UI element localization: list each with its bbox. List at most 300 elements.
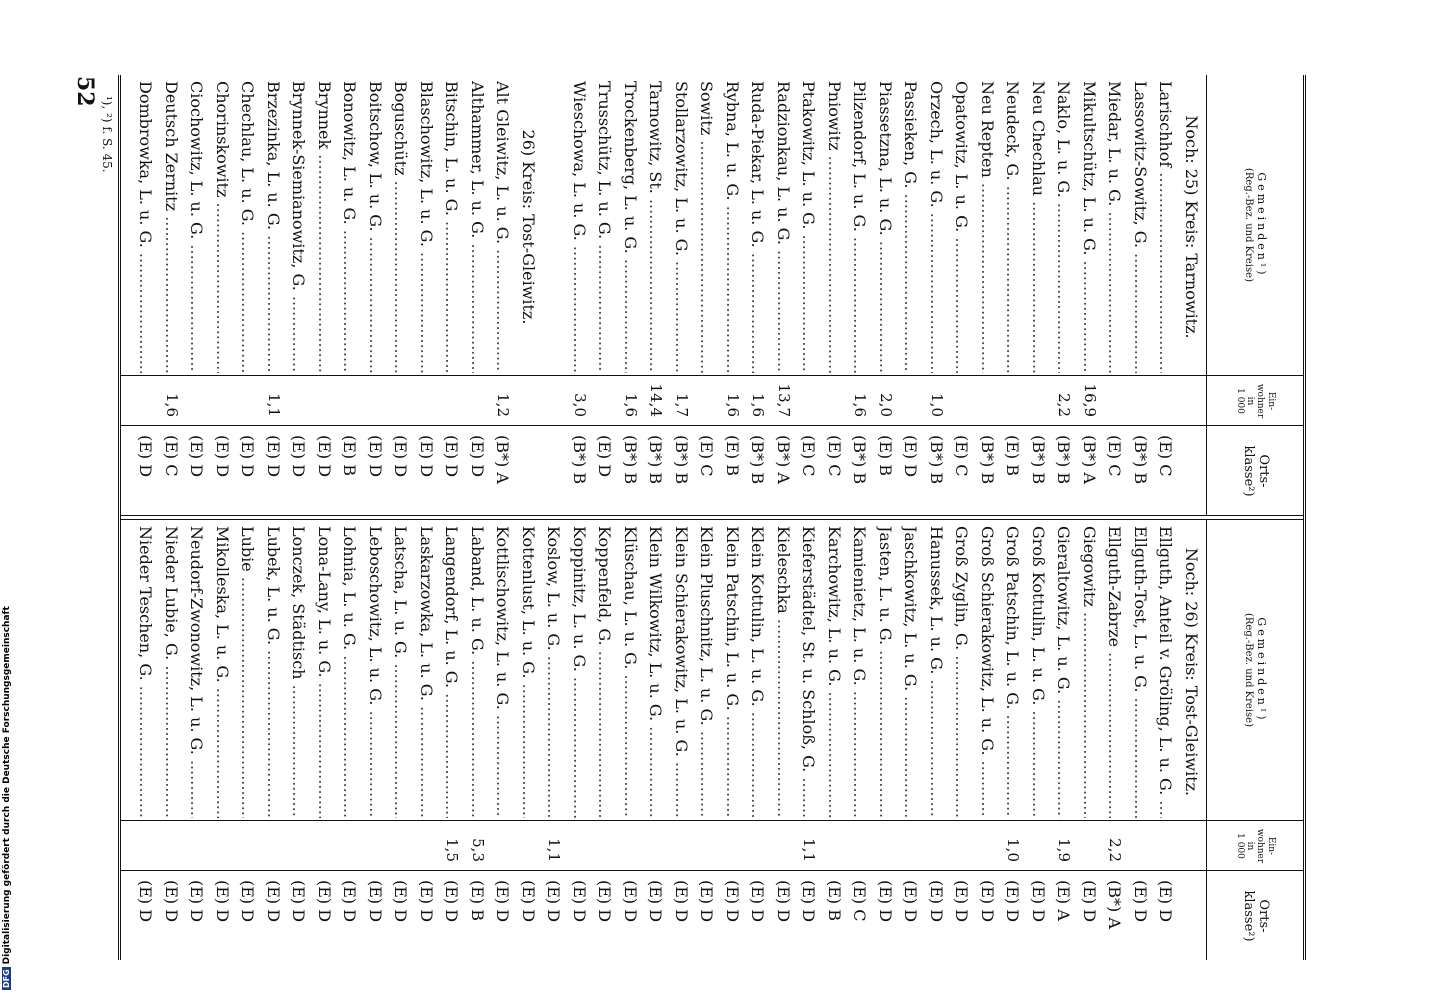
table-row (975, 75, 1000, 515)
population-value (1103, 375, 1128, 425)
table-row (567, 75, 592, 515)
table-row (414, 520, 439, 960)
municipality-name: Klüschau, L. u. G. ..... (618, 526, 643, 818)
population-value (1154, 820, 1179, 870)
table-row (1052, 520, 1077, 960)
population-value (1128, 375, 1153, 425)
population-value: 1,1 (265, 393, 283, 417)
municipality-name: Leboschowitz, L. u. G. ..... (363, 526, 388, 818)
table-row (720, 75, 745, 515)
municipality-name: Groß Zyglin, G. ..... (950, 526, 975, 818)
municipality-name: Latscha, L. u. G. ..... (389, 526, 414, 818)
population-value (822, 820, 847, 870)
header-class-line: klasse²) (1241, 445, 1256, 497)
table-row (414, 75, 439, 515)
municipality-name: Piassetzna, L. u. G. ..... (873, 81, 898, 373)
municipality-name: Groß Patschin, L. u. G. ..... (1001, 526, 1026, 818)
table-row (516, 520, 541, 960)
municipality-name: Lubie ..... (236, 526, 261, 818)
population-value: 1,6 (749, 393, 768, 417)
class-value: (E) D (417, 880, 436, 923)
municipality-name: Kieleschka ..... (771, 526, 796, 818)
header-name-title: Gemeinden¹) (1255, 617, 1269, 723)
class-value: (E) D (927, 880, 946, 923)
table-row (618, 520, 643, 960)
municipality-name: Ruda-Piekar, L. u. G. ..... (746, 81, 771, 373)
municipality-name: Orzech, L. u. G. ..... (924, 81, 949, 373)
population-value: 1,6 (622, 393, 640, 417)
class-value: (E) B (1003, 435, 1023, 477)
population-value (695, 820, 720, 870)
population-value (1026, 375, 1051, 425)
population-value (287, 820, 312, 870)
table-row (822, 75, 847, 515)
header-pop-line: wohner (1255, 383, 1266, 419)
class-value: (E) B (723, 435, 742, 477)
population-value (389, 820, 414, 870)
population-value: 14,4 (647, 383, 666, 417)
municipality-name: Neu Repten ..... (975, 81, 1000, 373)
municipality-name: Bonowitz, L. u. G. ..... (338, 81, 363, 373)
header-pop-line: in (1245, 841, 1255, 851)
table-row (746, 75, 771, 515)
class-value: (E) B (340, 435, 360, 477)
population-value (771, 820, 796, 870)
class-value: (E) D (697, 880, 717, 923)
population-value (414, 375, 439, 425)
table-row (185, 520, 210, 960)
class-value: (E) D (1156, 880, 1176, 923)
municipality-name: Hanussek, L. u. G. ..... (924, 526, 949, 818)
table-row (159, 75, 184, 515)
class-value: (E) D (136, 880, 156, 923)
class-value: (E) D (442, 435, 462, 478)
class-value: (E) D (315, 880, 334, 923)
municipality-name: Kamienietz, L. u. G. ..... (848, 526, 873, 818)
population-value: 1,7 (673, 393, 691, 417)
table-row (1026, 520, 1051, 960)
section-heading-row (1179, 75, 1204, 515)
class-value: (B*) B (1029, 435, 1048, 485)
population-value (1001, 375, 1026, 425)
municipality-name: Kottenlust, L. u. G. ..... (516, 526, 541, 818)
class-value: (E) C (799, 435, 819, 477)
population-value: 1,5 (443, 838, 462, 862)
header-pop (1207, 375, 1303, 426)
class-value: (E) D (264, 435, 283, 478)
municipality-name: Boguschütz ..... (389, 81, 414, 373)
class-value: (E) C (162, 435, 181, 477)
population-value (236, 375, 261, 425)
population-value (618, 820, 643, 870)
municipality-name: Ptakowitz, L. u. G. ..... (797, 81, 822, 373)
class-value: (E) D (901, 880, 921, 923)
table-row (950, 75, 975, 515)
population-value: 3,0 (571, 393, 589, 417)
municipality-name: Groß Kottulin, L. u. G. ..... (1026, 526, 1051, 818)
class-value: (B*) A (1080, 435, 1099, 484)
municipality-name: Groß Schierakowitz, L. u. G. ..... (975, 526, 1000, 818)
section-heading-row (516, 75, 541, 515)
population-value (261, 820, 286, 870)
table-row (924, 520, 949, 960)
municipality-name: Gieraltowitz, L. u. G. ..... (1052, 526, 1077, 818)
table-row (491, 75, 516, 515)
table-row (185, 75, 210, 515)
table-row (210, 520, 235, 960)
class-value: (E) D (238, 435, 258, 478)
municipality-name: Giegowitz ..... (1077, 526, 1102, 818)
municipality-name: Passieken, G. ..... (899, 81, 924, 373)
table-row (644, 75, 669, 515)
municipality-name: Koppinitz, L. u. G. ..... (567, 526, 592, 818)
page-number: 52 (72, 76, 98, 107)
table-row (848, 75, 873, 515)
class-value: (E) D (366, 435, 385, 478)
table-row (771, 75, 796, 515)
dfg-logo: DFG (2, 969, 11, 988)
table-row (312, 75, 337, 515)
municipality-name: Naklo, L. u. G. ..... (1052, 81, 1077, 373)
table-row (720, 520, 745, 960)
table-row (542, 520, 567, 960)
municipality-name: Deutsch Zernitz ..... (159, 81, 184, 373)
municipality-name: Koslow, L. u. G. ..... (542, 526, 567, 818)
table-row (1128, 75, 1153, 515)
municipality-name: Opatowitz, L. u. G. ..... (950, 81, 975, 373)
table-row (338, 520, 363, 960)
municipality-name: Mikolleska, L. u. G. ..... (210, 526, 235, 818)
population-value (185, 375, 210, 425)
header-class (1207, 870, 1303, 961)
population-value (134, 820, 159, 870)
table-row (236, 520, 261, 960)
header-class-line: Orts- (1255, 454, 1271, 488)
table-row (899, 520, 924, 960)
municipality-name: Klein Schierakowitz, L. u. G. ..... (669, 526, 694, 818)
table-row (287, 75, 312, 515)
municipality-name: Nieder Lubie, G. ..... (159, 526, 184, 818)
table-row (567, 520, 592, 960)
population-value: 5,3 (469, 838, 487, 862)
municipality-name: Lohnia, L. u. G. ..... (338, 526, 363, 818)
population-value (873, 820, 898, 870)
population-value (312, 820, 337, 870)
population-value (975, 820, 1000, 870)
population-value (593, 820, 618, 870)
class-value: (E) A (1054, 880, 1074, 921)
class-value: (E) D (978, 880, 997, 923)
header-class-line: Orts- (1255, 899, 1271, 933)
table-row (644, 520, 669, 960)
table-row (312, 520, 337, 960)
population-value (363, 820, 388, 870)
population-value: 13,7 (775, 383, 793, 417)
municipality-name: Ellguth-Zabrze ..... (1103, 526, 1128, 818)
table-row (287, 520, 312, 960)
class-value: (E) D (213, 435, 232, 478)
municipality-name: Trockenberg, L. u. G. ..... (618, 81, 643, 373)
municipality-name: Jaschkowitz, L. u. G. ..... (899, 526, 924, 818)
population-value (185, 820, 210, 870)
municipality-name: Blaschowitz, L. u. G. ..... (414, 81, 439, 373)
class-value: (B*) B (570, 435, 589, 485)
table-row (465, 520, 490, 960)
municipality-name: Klein Wilkowitz, L. u. G. ..... (644, 526, 669, 818)
table-row (1154, 75, 1179, 515)
right-table-half (121, 520, 1303, 960)
class-value: (E) C (1156, 435, 1176, 477)
municipality-name: Chechlau, L. u. G. ..... (236, 81, 261, 373)
population-value (695, 375, 720, 425)
municipality-name: Neudeck, G. ..... (1001, 81, 1026, 373)
municipality-name: Neudorf-Zwonowitz, L. u. G. ..... (185, 526, 210, 818)
header-pop-line: Ein- (1265, 836, 1276, 856)
class-value: (E) D (391, 435, 411, 478)
stamp-text: Digitalisierung gefördert durch die Deutsche Forschungsgemeinschaft (2, 606, 12, 965)
header-name-sub: (Reg.-Bez. und Kreise) (1243, 613, 1255, 727)
population-value: 1,1 (800, 838, 819, 862)
class-value: (E) D (544, 880, 564, 923)
left-table-half (121, 75, 1303, 515)
population-value (440, 375, 465, 425)
class-value: (E) D (621, 880, 640, 923)
blank-row (542, 75, 567, 515)
table-row (797, 520, 822, 960)
class-value: (E) D (442, 880, 462, 923)
table-row (593, 75, 618, 515)
class-value: (B*) B (927, 435, 946, 485)
class-value: (E) D (417, 435, 436, 478)
municipality-name: Boitschow, L. u. G. ..... (363, 81, 388, 373)
header-name (1207, 520, 1303, 820)
municipality-name: Kottlischowitz, L. u. G. ..... (491, 526, 516, 818)
class-value: (B*) B (646, 435, 666, 485)
table-row (746, 520, 771, 960)
class-value: (E) C (1105, 435, 1125, 477)
table-row (797, 75, 822, 515)
municipality-name: Pilzendorf, L. u. G. ..... (848, 81, 873, 373)
table-row (440, 75, 465, 515)
municipality-name: Rybna, L. u. G. ..... (720, 81, 745, 373)
population-value (567, 820, 592, 870)
municipality-name: Pniowitz ..... (822, 81, 847, 373)
population-value (924, 820, 949, 870)
table-row (1077, 520, 1102, 960)
class-value: (E) D (162, 880, 181, 923)
table-row (848, 520, 873, 960)
class-value: (E) C (850, 880, 870, 922)
table-row (1103, 75, 1128, 515)
table-row (440, 520, 465, 960)
footnote: ¹), ²) f. S. 45. (100, 96, 114, 173)
table-row (1001, 75, 1026, 515)
municipality-name: Larischhof ..... (1154, 81, 1179, 373)
class-value: (B*) A (1105, 880, 1125, 929)
class-value: (B*) B (672, 435, 691, 485)
municipality-name: Chorinskowitz ..... (210, 81, 235, 373)
table-row (669, 75, 694, 515)
table-row (210, 75, 235, 515)
header-pop-line: Ein- (1265, 391, 1276, 411)
table-row (363, 520, 388, 960)
municipality-name: Tarnowitz, St. ..... (644, 81, 669, 373)
table-row (363, 75, 388, 515)
class-value: (E) C (825, 435, 844, 477)
class-value: (B*) B (748, 435, 768, 485)
header-pop-line: 1 000 (1234, 388, 1245, 414)
table-row (1001, 520, 1026, 960)
municipality-table (118, 75, 1306, 960)
municipality-name: Brynnek ..... (312, 81, 337, 373)
population-value: 1,0 (1004, 838, 1023, 862)
class-value: (E) B (825, 880, 844, 922)
municipality-name: Ellguth-Tost, L. u. G. ..... (1128, 526, 1153, 818)
population-value (1077, 820, 1102, 870)
municipality-name: Klein Patschin, L. u. G. ..... (720, 526, 745, 818)
section-heading: 26) Kreis: Tost-Gleiwitz. (519, 129, 538, 325)
population-value (1128, 820, 1153, 870)
municipality-name: Neu Chechlau ..... (1026, 81, 1051, 373)
population-value (389, 375, 414, 425)
population-value (159, 820, 184, 870)
class-value: (E) D (901, 435, 921, 478)
class-value: (B*) B (850, 435, 870, 485)
class-value: (E) D (672, 880, 691, 923)
municipality-name: Bitschin, L. u. G. ..... (440, 81, 465, 373)
class-value: (B*) B (1131, 435, 1150, 485)
population-value: 1,6 (163, 393, 181, 417)
table-row (975, 520, 1000, 960)
table-row (873, 520, 898, 960)
population-value (950, 375, 975, 425)
table-row (1128, 520, 1153, 960)
population-value: 2,2 (1106, 838, 1125, 862)
table-row (618, 75, 643, 515)
population-value (465, 375, 490, 425)
table-row (822, 520, 847, 960)
municipality-name: Klein Pluschnitz, L. u. G. ..... (695, 526, 720, 818)
municipality-name: Langendorf, L. u. G. ..... (440, 526, 465, 818)
class-value: (E) D (1003, 880, 1023, 923)
municipality-name: Brynnek-Siemianowitz, G. ..... (287, 81, 312, 373)
class-value: (E) D (391, 880, 411, 923)
population-value: 1,0 (928, 393, 946, 417)
population-value (848, 820, 873, 870)
municipality-name: Dombrowka, L. u. G. ..... (134, 81, 159, 373)
population-value: 16,9 (1081, 383, 1099, 417)
table-row (261, 520, 286, 960)
header-class-line: klasse²) (1241, 890, 1256, 942)
municipality-name: Alt Gleiwitz, L. u. G. ..... (491, 81, 516, 373)
population-value (236, 820, 261, 870)
left-header-row (1206, 75, 1303, 515)
table-row (695, 75, 720, 515)
population-value: 2,0 (877, 393, 895, 417)
section-heading: Noch: 26) Kreis: Tost-Gleiwitz. (1182, 547, 1201, 797)
population-value: 1,9 (1055, 838, 1074, 862)
table-row (1026, 75, 1051, 515)
population-value (822, 375, 847, 425)
class-value: (E) D (519, 880, 538, 923)
population-value (312, 375, 337, 425)
class-value: (E) D (595, 880, 615, 923)
population-value (210, 820, 235, 870)
table-row (261, 75, 286, 515)
population-value: 1,6 (724, 393, 742, 417)
class-value: (E) D (238, 880, 258, 923)
municipality-name: Stollarzowitz, L. u. G. ..... (669, 81, 694, 373)
population-value: 1,6 (851, 393, 870, 417)
side-stamp (2, 0, 14, 1000)
class-value: (E) D (952, 880, 972, 923)
class-value: (E) D (289, 435, 309, 478)
header-name (1207, 75, 1303, 375)
table-row (1052, 75, 1077, 515)
table-row (134, 520, 159, 960)
municipality-name: Althammer, L. u. G. ..... (465, 81, 490, 373)
table-row (695, 520, 720, 960)
population-value (975, 375, 1000, 425)
header-class (1207, 425, 1303, 516)
population-value: 1,2 (494, 393, 513, 417)
population-value (516, 820, 541, 870)
population-value (644, 820, 669, 870)
class-value: (E) C (697, 435, 717, 477)
population-value (899, 820, 924, 870)
municipality-name: Lassowitz-Sowitz, G. ..... (1128, 81, 1153, 373)
class-value: (E) D (136, 435, 156, 478)
class-value: (E) D (723, 880, 742, 923)
municipality-name: Laband, L. u. G. ..... (465, 526, 490, 818)
population-value (363, 375, 388, 425)
municipality-name: Sowitz ..... (695, 81, 720, 373)
table-row (873, 75, 898, 515)
table-row (771, 520, 796, 960)
population-value (491, 820, 516, 870)
class-value: (E) D (1080, 880, 1099, 923)
municipality-name: Wieschowa, L. u. G. ..... (567, 81, 592, 373)
municipality-name: Brzezinka, L. u. G. ..... (261, 81, 286, 373)
population-value (414, 820, 439, 870)
class-value: (E) D (187, 435, 207, 478)
section-heading-row (1179, 520, 1204, 960)
table-row (134, 75, 159, 515)
header-pop (1207, 820, 1303, 871)
municipality-name: Lona-Lany, L. u. G. ..... (312, 526, 337, 818)
class-value: (B*) B (978, 435, 997, 485)
table-row (338, 75, 363, 515)
population-value (950, 820, 975, 870)
table-row (389, 75, 414, 515)
municipality-name: Klein Kottulin, L. u. G. ..... (746, 526, 771, 818)
header-pop-line: in (1245, 396, 1255, 406)
population-value (746, 820, 771, 870)
class-value: (E) C (952, 435, 972, 477)
class-value: (E) D (646, 880, 666, 923)
population-value (1026, 820, 1051, 870)
table-row (1077, 75, 1102, 515)
population-value (287, 375, 312, 425)
header-pop-line: 1 000 (1234, 833, 1245, 859)
table-row (159, 520, 184, 960)
municipality-name: Mikultschütz, L. u. G. ..... (1077, 81, 1102, 373)
municipality-name: Ciochowitz, L. u. G. ..... (185, 81, 210, 373)
class-value: (E) D (289, 880, 309, 923)
population-value (899, 375, 924, 425)
class-value: (E) D (1029, 880, 1048, 923)
class-value: (E) B (468, 880, 487, 922)
